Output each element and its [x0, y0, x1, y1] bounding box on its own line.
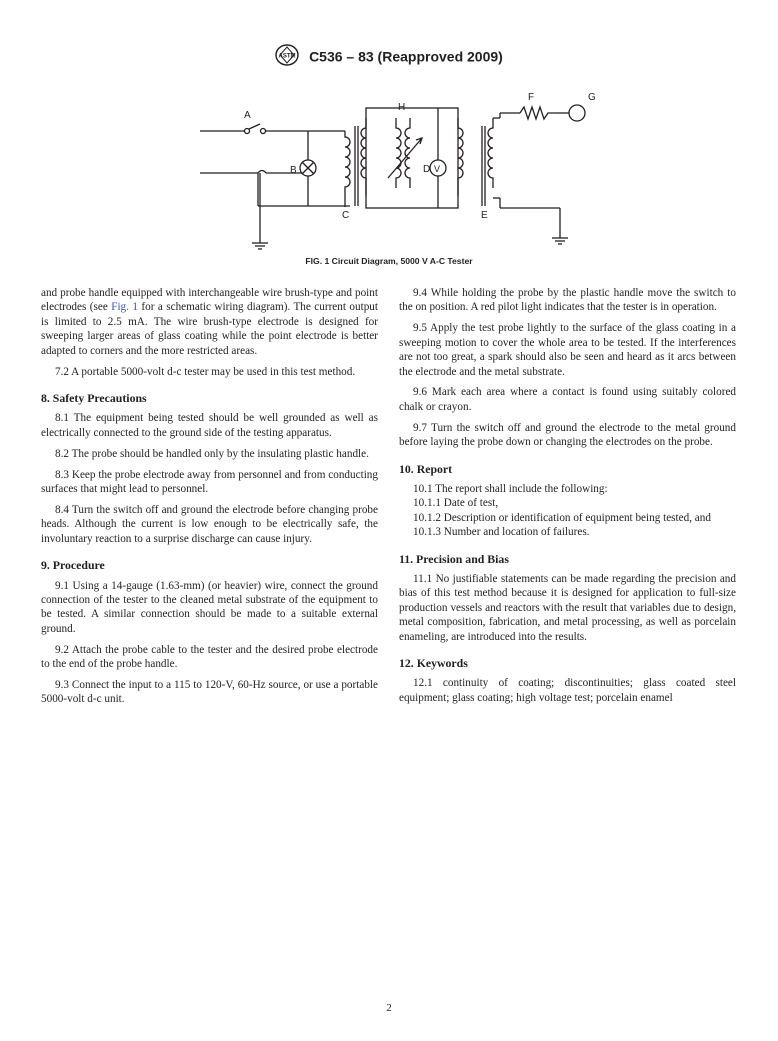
label-f: F: [528, 92, 535, 103]
logo-lettering: ASTM: [278, 53, 296, 60]
paragraph-10-1: 10.1 The report shall include the following:: [413, 482, 608, 495]
circuit-diagram: [160, 78, 620, 258]
page-header: [0, 44, 778, 69]
right-column: [399, 286, 736, 712]
heading-safety-precautions: 8. Safety Precautions: [41, 390, 147, 405]
heading-precision-and-bias: 11. Precision and Bias: [399, 551, 509, 566]
left-column: [41, 286, 378, 713]
astm-logo-icon: [275, 44, 299, 69]
label-v: V: [434, 164, 441, 174]
standard-designation: C536 – 83 (Reapproved 2009): [309, 48, 503, 65]
figure-1-link[interactable]: Fig. 1: [111, 301, 138, 314]
paragraph-9-1: 9.1 Using a 14-gauge (1.63-mm) (or heavier) wire, connect the ground connection of the tester to the cleaned metal substrate of the equipment to be tested. A similar connection should be made to a suitable external ground.: [41, 579, 378, 635]
label-h: H: [398, 102, 406, 113]
paragraph-9-4: 9.4 While holding the probe by the plastic handle move the switch to the on position. A red pilot light indicates that the tester is in operation.: [399, 287, 736, 314]
label-d: D: [423, 164, 431, 175]
paragraph-10-1-3: 10.1.3 Number and location of failures.: [413, 526, 590, 539]
page-number: 2: [386, 1002, 392, 1014]
label-g: G: [588, 92, 596, 103]
label-a: A: [244, 110, 251, 121]
figure-caption: FIG. 1 Circuit Diagram, 5000 V A-C Tester: [305, 256, 473, 266]
heading-report: 10. Report: [399, 461, 453, 476]
heading-keywords: 12. Keywords: [399, 656, 468, 671]
paragraph-9-6: 9.6 Mark each area where a contact is found using suitably colored chalk or crayon.: [399, 386, 736, 413]
paragraph-9-3: 9.3 Connect the input to a 115 to 120-V, 60-Hz source, or use a portable 5000-volt d-c unit.: [41, 678, 378, 706]
label-e: E: [481, 210, 488, 221]
label-b: B: [290, 165, 297, 176]
paragraph-8-1: 8.1 The equipment being tested should be well grounded as well as electrically connected to the ground side of the testing apparatus.: [41, 412, 378, 439]
paragraph-8-4: 8.4 Turn the switch off and ground the electrode before changing probe heads. Although the current is low enough to be electrically safe, the involuntary reaction to a surprise discharge can cause injury.: [41, 503, 378, 545]
paragraph-9-7: 9.7 Turn the switch off and ground the electrode to the metal ground before laying the probe down or changing the electrodes on the probe.: [399, 421, 736, 449]
paragraph-10-1-2: 10.1.2 Description or identification of equipment being tested, and: [413, 511, 711, 524]
paragraph-7-2: 7.2 A portable 5000-volt d-c tester may be used in this test method.: [55, 365, 356, 378]
paragraph-9-5: 9.5 Apply the test probe lightly to the surface of the glass coating in a sweeping motion to cover the whole area to be tested. If the interferences are not too great, a spark should also be seen and heard as it arcs between the electrode and the metal substrate.: [399, 322, 736, 378]
paragraph-10-1-1: 10.1.1 Date of test,: [413, 497, 499, 510]
label-c: C: [342, 210, 350, 221]
paragraph-8-3: 8.3 Keep the probe electrode away from personnel and from conducting surfaces that might lead to personnel.: [41, 468, 378, 495]
paragraph-12-1: 12.1 continuity of coating; discontinuities; glass coated steel equipment; glass coating; high voltage test; porcelain enamel: [399, 677, 736, 704]
paragraph-11-1: 11.1 No justifiable statements can be made regarding the precision and bias of this test method because it is designed for application to full-size production vessels and reactors with the result that variables due to design, metal composition, fabrication, and metal processing, as well as porcelain enameling, are introduced into the results.: [399, 573, 736, 643]
heading-procedure: 9. Procedure: [41, 558, 105, 573]
paragraph-8-2: 8.2 The probe should be handled only by the insulating plastic handle.: [55, 447, 369, 460]
paragraph-9-2: 9.2 Attach the probe cable to the tester and the desired probe electrode to the end of the probe handle.: [41, 643, 378, 671]
paragraph-7-1-continued: and probe handle equipped with interchangeable wire brush-type and point electrodes (see Fig. 1 for a schematic wiring diagram). The current output is limited to 2.5 mA. The wire brush-type electrode is designed for sweeping larger areas of glass coating while the point electrode is better adapted to corners and the more restricted areas.: [41, 287, 378, 357]
